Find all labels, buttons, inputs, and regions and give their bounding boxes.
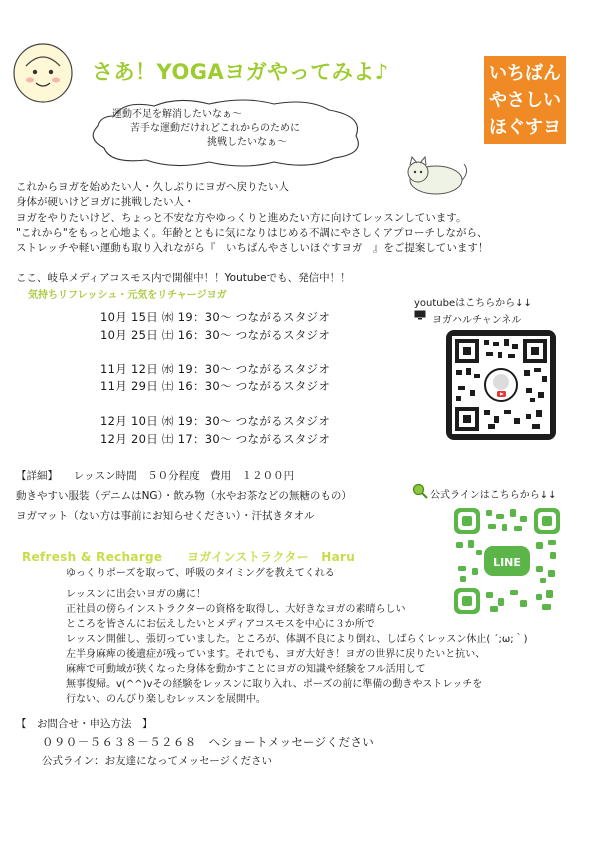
details-line: 【詳細】 レッスン時間 ５０分程度 費用 １２００円	[16, 470, 295, 482]
details-line: ヨガマット（ない方は事前にお知らせください）・汗拭きタオル	[16, 510, 315, 522]
session-item: 10月 15日 ㈬ 19：30～ つながるスタジオ	[100, 310, 331, 324]
intro-line: ヨガをやりたいけど、ちょっと不安な方やゆっくりと進めたい方に向けてレッスンしています。	[16, 211, 467, 224]
instructor-heading: Refresh & Recharge ヨガインストラクター Haru	[22, 550, 356, 564]
intro-line: ストレッチや軽い運動も取り入れながら『 いちばんやさしいほぐすヨガ 』をご提案しています！	[16, 242, 489, 255]
cloud-text	[112, 108, 300, 150]
youtube-qr-code[interactable]	[446, 330, 556, 440]
session-item: 10月 25日 ㈯ 16：30～ つながるスタジオ	[100, 328, 331, 342]
bio-line: 麻痺で可動域が狭くなった身体を動かすことにヨガの知識や経験をフル活用して	[66, 664, 426, 675]
session-item: 11月 12日 ㈬ 19：30～ つながるスタジオ	[100, 362, 331, 376]
schedule-subtitle: 気持ちリフレッシュ・元気をリチャージヨガ	[28, 290, 227, 301]
line-contact-text: 公式ライン：お友達になってメッセージください	[42, 755, 273, 767]
line-label: 公式ラインはこちらから↓↓	[430, 490, 557, 501]
youtube-channel-name: ヨガハルチャンネル	[432, 315, 522, 326]
bio-line: 行ない、のんびり楽しむレッスンを展開中。	[66, 694, 266, 705]
page-title: さあ！YOGAヨガやってみよ♪	[92, 60, 389, 84]
bio-line: 無事復帰。v(^^)vその経験をレッスンに取り入れ、ポーズの前に準備の動きやストレッチを	[66, 679, 483, 690]
contact-heading: 【 お問合せ・申込方法 】	[16, 718, 153, 730]
bio-line: レッスンに出会いヨガの虜に！	[66, 589, 206, 600]
intro-line: 身体が硬いけどヨガに挑戦したい人・	[16, 196, 195, 209]
intro-text	[16, 180, 488, 256]
logo-line: やさしい	[489, 90, 561, 111]
line-qr-text: LINE	[493, 556, 521, 569]
session-item: 12月 10日 ㈬ 19：30～ つながるスタジオ	[100, 414, 331, 428]
bio-text	[66, 566, 528, 707]
venue-text: ここ、岐阜メディアコスモス内で開催中！！Youtubeでも、発信中！！	[16, 272, 351, 284]
session-item: 11月 29日 ㈯ 16：30～ つながるスタジオ	[100, 379, 331, 393]
youtube-label: youtubeはこちらから↓↓	[414, 298, 532, 309]
intro-line: これからヨガを始めたい人・久しぶりにヨガへ戻りたい人	[16, 181, 289, 193]
bio-line: 左半身麻痺の後遺症が残っています。それでも、ヨガ大好き！ヨガの世界に戻りたいと抗い、	[66, 649, 486, 660]
phone-number[interactable]: ０９０－５６３８－５２６８ へショートメッセージください	[42, 735, 375, 749]
details-line: 動きやすい服装（デニムはNG）・飲み物（水やお茶などの無糖のもの）	[16, 490, 352, 502]
bio-line: 正社員の傍らインストラクターの資格を取得し、大好きなヨガの素晴らしい	[66, 604, 406, 615]
intro-line: "これから"をもっと心地よく。年齢とともに気になりはじめる不調にやさしくアプローチしながら、	[16, 226, 488, 239]
bio-line: ゆっくりポーズを取って、呼吸のタイミングを教えてくれる	[66, 568, 335, 579]
cloud-line: 挑戦したいなぁ～	[207, 137, 287, 148]
logo-line: ほぐすヨガ	[489, 117, 561, 165]
cloud-line: 苦手な運動だけれどこれからのために	[130, 123, 300, 134]
avatar-icon	[12, 42, 74, 104]
bio-line: ところを皆さんにお伝えしたいとメディアコスモスを中心に３か所で	[66, 619, 375, 630]
logo-line: いちばん	[489, 63, 561, 84]
brand-logo	[484, 56, 566, 165]
tv-icon	[414, 310, 426, 320]
cloud-line: 運動不足を解消したいなぁ～	[112, 109, 242, 120]
search-icon	[412, 483, 428, 499]
session-item: 12月 20日 ㈯ 17：30～ つながるスタジオ	[100, 432, 331, 446]
bio-line: レッスン開催し、張切っていました。ところが、体調不良により倒れ、しばらくレッスン休止( ´;ω;｀)	[66, 634, 528, 645]
